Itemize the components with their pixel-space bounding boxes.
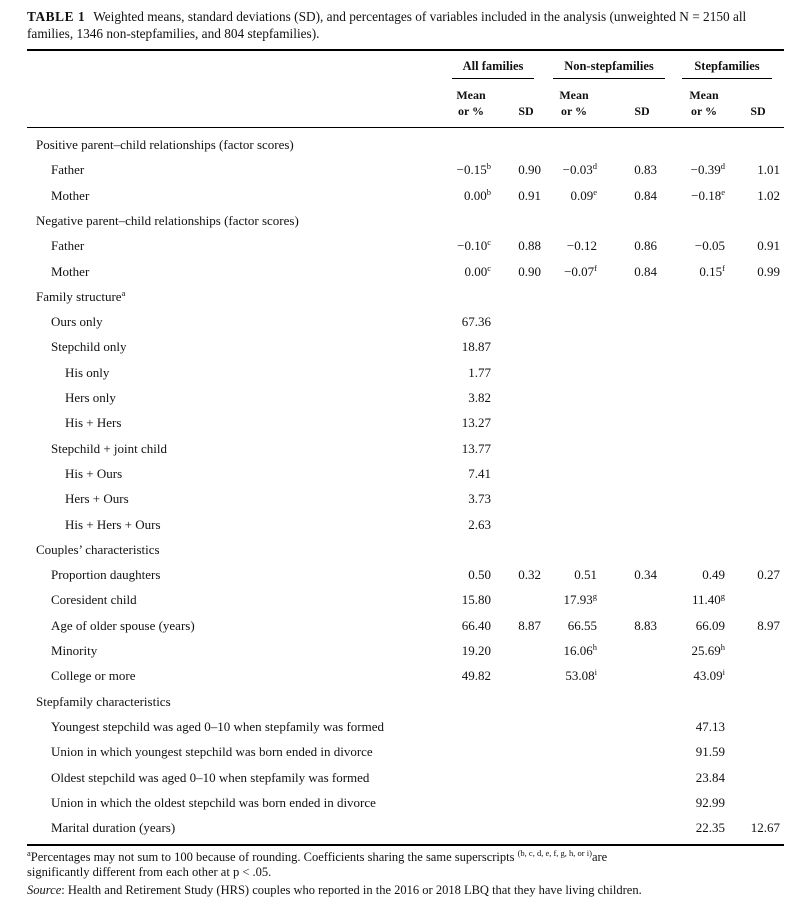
- cell-all-mean: [468, 517, 491, 533]
- cell-non-step-mean: [564, 264, 597, 280]
- top-rule: [27, 49, 784, 51]
- row-label: [51, 618, 195, 634]
- table-row: [0, 158, 799, 183]
- cell-step-mean: [691, 188, 725, 204]
- table-row: [0, 664, 799, 689]
- cell-superscript: c: [487, 262, 491, 273]
- cell-value: 17.93: [563, 592, 593, 608]
- cell-superscript: h: [592, 642, 597, 652]
- cell-value: 12.67: [750, 820, 780, 836]
- row-label-text: His only: [65, 364, 110, 380]
- row-label-superscript: a: [121, 287, 126, 298]
- cell-non-step-sd: [634, 162, 657, 178]
- cell-all-mean: [462, 618, 491, 634]
- row-label-text: Union in which youngest stepchild was born ended in divorce: [51, 744, 373, 760]
- cell-value: 8.83: [634, 617, 657, 633]
- row-label: [65, 415, 121, 431]
- cell-value: −0.10: [457, 238, 488, 254]
- subhead-mean-line2: or %: [457, 104, 485, 118]
- table-row: [0, 437, 799, 462]
- cell-value: 2.63: [468, 516, 491, 532]
- cell-all-mean: [462, 643, 491, 659]
- table-row: [0, 411, 799, 436]
- cell-value: 66.09: [695, 617, 725, 633]
- cell-value: 0.91: [757, 238, 780, 254]
- cell-value: 0.15: [699, 263, 723, 279]
- cell-step-mean: [699, 264, 725, 280]
- row-label-text: Marital duration (years): [51, 820, 176, 836]
- cell-step-sd: [757, 264, 780, 280]
- footnote-marker-a: a: [27, 848, 31, 858]
- cell-step-sd: [757, 188, 780, 204]
- row-label-text: His + Ours: [65, 465, 123, 481]
- table-row: [0, 639, 799, 664]
- row-label: [51, 744, 373, 760]
- cell-value: 16.06: [563, 643, 593, 658]
- row-label-text: Ours only: [51, 314, 103, 330]
- row-label-text: Stepfamily characteristics: [36, 693, 171, 709]
- cell-superscript: b: [486, 161, 491, 172]
- table-row: [0, 816, 799, 841]
- row-label: [65, 517, 161, 533]
- source-text: : Health and Retirement Study (HRS) couples who reported in the 2016 or 2018 LBQ that they have living children.: [61, 883, 642, 897]
- cell-value: 53.08: [565, 668, 595, 684]
- cell-value: 1.02: [757, 187, 780, 203]
- table-row: [0, 462, 799, 487]
- subhead-sd-step: SD: [750, 104, 766, 118]
- row-label-text: Hers only: [65, 390, 116, 405]
- row-label-text: Stepchild only: [51, 339, 127, 355]
- subhead-mean-line1: Mean: [456, 88, 486, 102]
- cell-value: 0.34: [634, 567, 657, 583]
- cell-value: −0.18: [691, 187, 722, 203]
- table-row: [0, 260, 799, 285]
- row-label: [51, 264, 89, 280]
- cell-non-step-sd: [634, 618, 657, 634]
- cell-value: −0.39: [690, 162, 721, 178]
- cell-value: 47.13: [695, 718, 725, 734]
- cell-all-mean: [468, 567, 491, 583]
- row-label-text: Oldest stepchild was aged 0–10 when stepfamily was formed: [51, 769, 370, 785]
- cell-step-mean: [693, 668, 725, 684]
- cell-step-mean: [702, 567, 725, 583]
- table-row: [0, 285, 799, 310]
- cell-value: 49.82: [461, 668, 491, 684]
- cell-value: 3.73: [468, 491, 491, 507]
- cell-value: 8.87: [518, 617, 541, 633]
- row-label-text: Hers + Ours: [65, 491, 129, 507]
- cell-step-sd: [757, 238, 780, 254]
- table-row: [0, 386, 799, 411]
- subhead-mean-step: [681, 87, 727, 119]
- row-label-text: Mother: [51, 187, 90, 203]
- cell-step-mean: [696, 744, 725, 760]
- cell-value: 0.00: [464, 263, 488, 279]
- cell-value: 0.00: [464, 187, 487, 203]
- cell-superscript: f: [594, 262, 597, 273]
- cell-step-mean: [696, 770, 725, 786]
- cell-all-mean: [462, 314, 491, 330]
- cell-value: 23.84: [695, 769, 725, 785]
- section-label: [36, 289, 125, 305]
- group-header-step: Stepfamilies: [694, 59, 760, 73]
- group-underline-non-step: [553, 78, 665, 79]
- cell-superscript: e: [721, 186, 725, 197]
- cell-non-step-mean: [565, 668, 597, 684]
- cell-all-mean: [462, 668, 491, 684]
- cell-non-step-mean: [567, 238, 597, 254]
- table-row: [0, 487, 799, 512]
- cell-all-sd: [518, 618, 541, 634]
- row-label-text: Positive parent–child relationships (factor scores): [36, 137, 294, 152]
- row-label: [51, 162, 84, 178]
- table-row: [0, 791, 799, 816]
- cell-value: 8.97: [757, 617, 780, 633]
- table-row: [0, 361, 799, 386]
- table-row: [0, 588, 799, 613]
- cell-value: 0.09: [570, 187, 594, 203]
- subhead-mean-line2: or %: [690, 104, 718, 118]
- cell-value: −0.05: [694, 238, 725, 254]
- cell-value: 1.01: [757, 162, 780, 178]
- row-label-text: Age of older spouse (years): [51, 617, 195, 633]
- cell-all-mean: [457, 162, 491, 178]
- cell-value: 7.41: [468, 465, 491, 481]
- cell-all-mean: [464, 264, 491, 280]
- footnote-line2: significantly different from each other at p < .05.: [27, 865, 272, 879]
- cell-value: −0.07: [564, 263, 595, 279]
- cell-non-step-sd: [634, 188, 657, 204]
- row-label-text: Couples’ characteristics: [36, 541, 160, 557]
- group-underline-step: [682, 78, 772, 79]
- cell-non-step-mean: [568, 618, 597, 634]
- cell-value: 0.50: [468, 567, 491, 583]
- table-row: [0, 133, 799, 158]
- cell-all-mean: [462, 339, 491, 355]
- cell-superscript: g: [720, 591, 725, 602]
- row-label-text: Stepchild + joint child: [51, 440, 168, 456]
- table-caption: [27, 8, 777, 42]
- footnote-text: Percentages may not sum to 100 because of rounding. Coefficients sharing the same superscripts: [30, 850, 515, 864]
- cell-non-step-sd: [634, 238, 657, 254]
- cell-value: 0.27: [757, 567, 780, 583]
- subhead-mean-all: [448, 87, 494, 119]
- row-label-text: College or more: [51, 668, 136, 684]
- cell-value: 13.27: [461, 415, 491, 431]
- cell-all-sd: [518, 188, 541, 204]
- cell-value: 67.36: [461, 314, 491, 330]
- cell-value: 25.69: [691, 643, 721, 658]
- section-label: [36, 694, 171, 710]
- table-source: [27, 883, 787, 898]
- cell-all-mean: [468, 491, 491, 507]
- cell-value: −0.15: [456, 162, 487, 178]
- group-underline-all: [452, 78, 534, 79]
- cell-superscript: i: [594, 667, 597, 678]
- cell-value: 0.49: [702, 567, 725, 583]
- cell-superscript: c: [487, 237, 491, 248]
- row-label: [51, 795, 376, 811]
- table-row: [0, 310, 799, 335]
- row-label-text: Minority: [51, 643, 98, 658]
- row-label-text: Youngest stepchild was aged 0–10 when stepfamily was formed: [51, 718, 385, 734]
- cell-superscript: g: [592, 591, 597, 602]
- cell-all-sd: [518, 264, 541, 280]
- cell-superscript: e: [593, 186, 597, 197]
- cell-value: 11.40: [691, 592, 721, 608]
- row-label: [51, 238, 84, 254]
- group-header-non-step: Non-stepfamilies: [564, 59, 654, 73]
- cell-superscript: d: [720, 161, 725, 172]
- cell-value: 22.35: [695, 820, 725, 836]
- cell-superscript: b: [486, 186, 491, 197]
- cell-superscript: i: [722, 667, 725, 678]
- cell-all-mean: [468, 466, 491, 482]
- row-label: [51, 314, 103, 330]
- table-row: [0, 563, 799, 588]
- cell-value: 19.20: [461, 643, 491, 658]
- cell-superscript: f: [722, 262, 725, 273]
- row-label: [51, 567, 160, 583]
- cell-step-sd: [757, 618, 780, 634]
- cell-non-step-mean: [574, 567, 597, 583]
- cell-value: 0.91: [518, 187, 541, 203]
- row-label: [51, 820, 175, 836]
- table-row: [0, 715, 799, 740]
- row-label: [65, 365, 109, 381]
- cell-step-mean: [696, 820, 725, 836]
- cell-non-step-mean: [563, 162, 597, 178]
- row-label-text: Proportion daughters: [51, 567, 161, 583]
- cell-all-mean: [468, 390, 491, 406]
- cell-non-step-sd: [634, 264, 657, 280]
- row-label: [51, 441, 167, 457]
- cell-all-mean: [464, 188, 491, 204]
- table-caption-text: Weighted means, standard deviations (SD), and percentages of variables included in the analysis (unweighted N = 2150 all families, 1346 non-stepfamilies, and 804 stepfamilies).: [27, 9, 747, 41]
- table-row: [0, 690, 799, 715]
- cell-superscript: h: [720, 642, 725, 652]
- cell-step-mean: [691, 162, 725, 178]
- row-label-text: Father: [51, 238, 85, 254]
- cell-step-sd: [757, 162, 780, 178]
- row-label: [51, 668, 135, 684]
- subhead-mean-line1: Mean: [559, 88, 589, 102]
- row-label: [51, 339, 126, 355]
- header-rule: [27, 127, 784, 128]
- cell-value: 0.84: [634, 263, 657, 279]
- row-label-text: Coresident child: [51, 592, 137, 608]
- cell-value: 13.77: [461, 440, 491, 456]
- table-label: TABLE 1: [27, 9, 86, 24]
- row-label-text: Union in which the oldest stepchild was born ended in divorce: [51, 794, 376, 810]
- row-label-text: Negative parent–child relationships (factor scores): [36, 212, 299, 228]
- row-label: [65, 390, 116, 406]
- cell-step-mean: [696, 618, 725, 634]
- cell-value: 66.40: [461, 617, 491, 633]
- row-label-text: Father: [51, 162, 85, 178]
- cell-all-mean: [457, 238, 491, 254]
- subhead-sd-non-step: SD: [634, 104, 650, 118]
- table-row: [0, 740, 799, 765]
- cell-all-sd: [518, 162, 541, 178]
- section-label: [36, 213, 299, 229]
- row-label: [51, 770, 369, 786]
- cell-step-mean: [696, 795, 725, 811]
- cell-all-mean: [462, 415, 491, 431]
- source-label: Source: [27, 883, 62, 897]
- row-label: [51, 188, 89, 204]
- cell-value: 1.77: [468, 364, 491, 380]
- subhead-mean-line2: or %: [560, 104, 588, 118]
- cell-value: 92.99: [695, 794, 725, 810]
- table-row: [0, 234, 799, 259]
- cell-value: 0.86: [634, 238, 657, 254]
- cell-value: 18.87: [461, 339, 491, 355]
- row-label: [65, 466, 122, 482]
- row-label-text: Mother: [51, 263, 90, 279]
- cell-value: 0.51: [574, 567, 597, 583]
- footnote-superscript-list: (b, c, d, e, f, g, h, or i): [517, 848, 592, 858]
- cell-value: −0.03: [562, 162, 593, 178]
- subhead-mean-non-step: [551, 87, 597, 119]
- cell-value: 66.55: [567, 617, 597, 633]
- cell-non-step-mean: [564, 643, 598, 659]
- section-label: [36, 137, 294, 153]
- subhead-mean-line1: Mean: [689, 88, 719, 102]
- cell-superscript: d: [592, 161, 597, 172]
- cell-all-mean: [462, 592, 491, 608]
- table-row: [0, 184, 799, 209]
- cell-step-mean: [696, 719, 725, 735]
- cell-value: 43.09: [693, 668, 723, 684]
- bottom-rule: [27, 844, 784, 846]
- row-label: [51, 592, 137, 608]
- row-label-text: His + Hers + Ours: [65, 516, 161, 532]
- row-label-text: His + Hers: [65, 415, 122, 431]
- cell-value: 0.84: [634, 187, 657, 203]
- cell-step-sd: [757, 567, 780, 583]
- cell-step-mean: [692, 643, 726, 659]
- section-label: [36, 542, 160, 558]
- footnote-text-end: are: [591, 850, 608, 864]
- cell-non-step-mean: [570, 188, 597, 204]
- table-row: [0, 766, 799, 791]
- cell-value: 91.59: [695, 744, 725, 760]
- cell-value: 0.90: [518, 263, 541, 279]
- row-label: [65, 491, 129, 507]
- cell-all-mean: [468, 365, 491, 381]
- subhead-sd-all: SD: [518, 104, 534, 118]
- row-label: [51, 719, 384, 735]
- table-row: [0, 538, 799, 563]
- cell-value: 0.83: [634, 162, 657, 178]
- cell-value: 3.82: [468, 390, 491, 405]
- cell-value: 0.88: [518, 238, 541, 254]
- cell-step-mean: [692, 592, 725, 608]
- cell-non-step-sd: [634, 567, 657, 583]
- table-row: [0, 209, 799, 234]
- table-footnote: [27, 850, 787, 880]
- cell-value: 0.32: [518, 567, 541, 583]
- cell-all-sd: [518, 238, 541, 254]
- cell-value: 15.80: [461, 592, 491, 608]
- table-row: [0, 513, 799, 538]
- cell-step-sd: [751, 820, 780, 836]
- row-label-text: Family structure: [36, 288, 122, 304]
- cell-all-mean: [462, 441, 491, 457]
- cell-non-step-mean: [564, 592, 598, 608]
- row-label: [51, 643, 97, 659]
- cell-step-mean: [695, 238, 725, 254]
- table-row: [0, 614, 799, 639]
- cell-all-sd: [518, 567, 541, 583]
- cell-value: −0.12: [566, 238, 597, 254]
- cell-value: 0.90: [518, 162, 541, 178]
- cell-value: 0.99: [757, 263, 780, 279]
- group-header-all: All families: [462, 59, 524, 73]
- table-row: [0, 335, 799, 360]
